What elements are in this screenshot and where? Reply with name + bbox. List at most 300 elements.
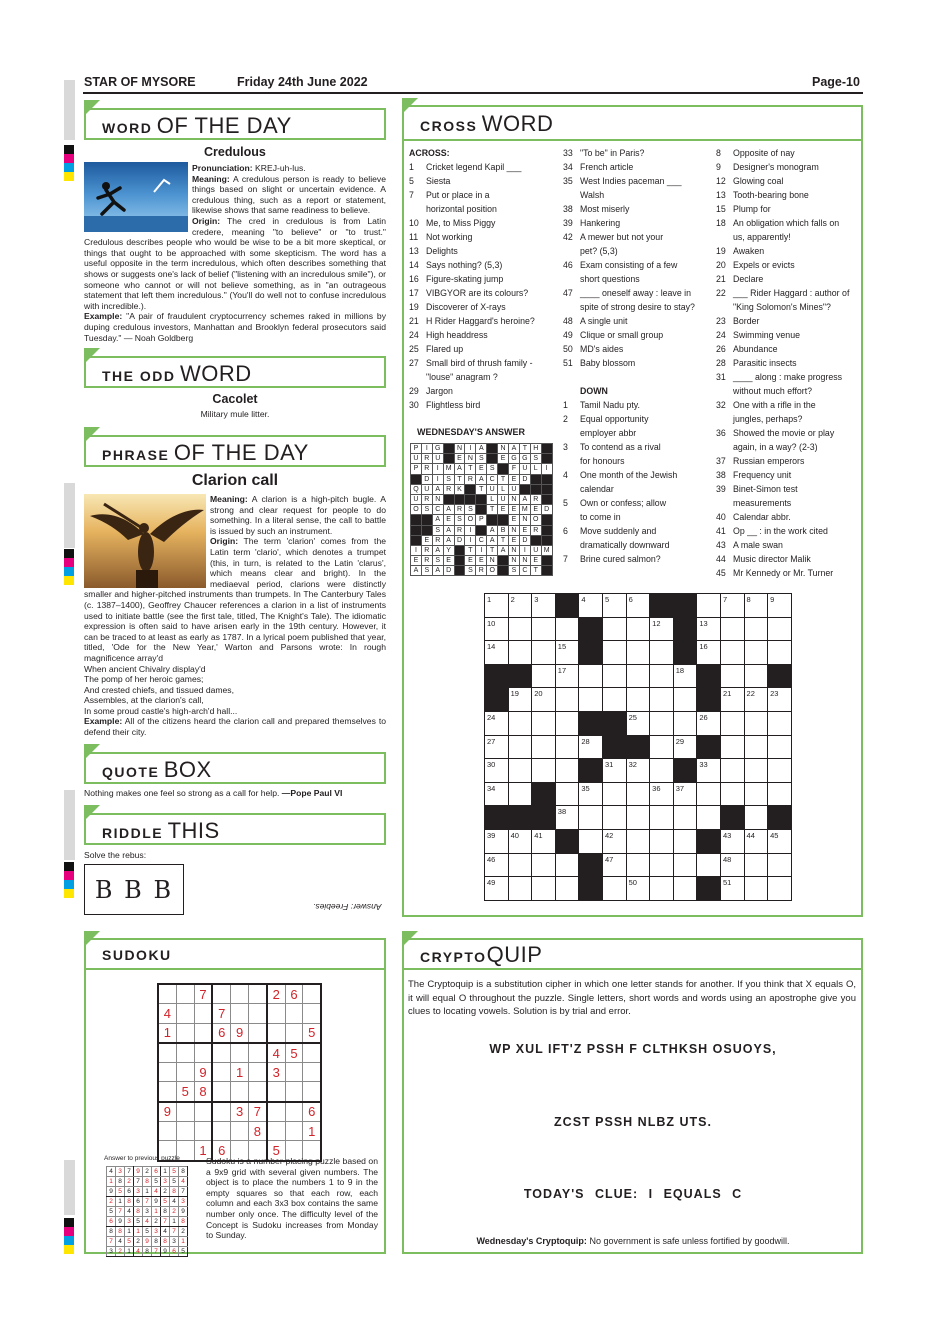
margin-strip xyxy=(64,1160,75,1215)
sudoku-cell[interactable] xyxy=(267,1102,285,1122)
clue-item: 36 Showed the movie or play xyxy=(716,428,835,438)
crossword-cell[interactable] xyxy=(768,735,792,759)
crossword-cell[interactable] xyxy=(555,806,579,830)
answer-cell: S xyxy=(421,505,432,515)
crossword-cell xyxy=(768,664,792,688)
answer-cell: R xyxy=(454,505,465,515)
clue-number: 18 xyxy=(675,665,685,675)
corner-flag xyxy=(84,744,100,760)
sudoku-cell[interactable] xyxy=(158,1122,176,1141)
clue-item: 46 Exam consisting of a few xyxy=(563,260,678,270)
crossword-cell xyxy=(697,735,721,759)
crossword-cell[interactable] xyxy=(697,806,721,830)
color-bar xyxy=(64,549,74,585)
sudoku-cell[interactable] xyxy=(158,1043,176,1063)
crossword-cell xyxy=(673,641,697,665)
crossword-cell[interactable] xyxy=(744,688,768,712)
sudoku-cell[interactable] xyxy=(194,1102,212,1122)
crossword-cell[interactable] xyxy=(697,853,721,877)
sudoku-cell[interactable] xyxy=(248,1004,266,1023)
answer-cell: S xyxy=(476,454,487,464)
crossword-cell[interactable] xyxy=(744,617,768,641)
crossword-cell[interactable] xyxy=(697,594,721,618)
crossword-cell[interactable] xyxy=(485,735,509,759)
sudoku-answer-cell: 2 xyxy=(170,1207,179,1217)
crossword-cell[interactable] xyxy=(650,829,674,853)
sudoku-cell[interactable] xyxy=(176,1102,194,1122)
color-bar xyxy=(64,862,74,898)
crossword-cell[interactable] xyxy=(768,877,792,901)
crossword-cell[interactable] xyxy=(720,594,744,618)
crossword-cell[interactable] xyxy=(768,594,792,618)
sudoku-cell[interactable] xyxy=(285,1023,303,1043)
sudoku-answer-cell: 4 xyxy=(161,1227,170,1237)
clue-item: 26 Abundance xyxy=(716,344,778,354)
crossword-cell xyxy=(697,829,721,853)
answer-cell: A xyxy=(476,444,487,454)
crossword-cell[interactable] xyxy=(602,806,626,830)
crossword-cell[interactable] xyxy=(602,759,626,783)
crossword-cell[interactable] xyxy=(485,877,509,901)
sudoku-cell[interactable] xyxy=(231,1004,249,1023)
answer-cell: P xyxy=(476,515,487,525)
sudoku-cell[interactable] xyxy=(267,1023,285,1043)
sudoku-answer-cell: 1 xyxy=(152,1207,161,1217)
sudoku-answer-cell: 5 xyxy=(125,1237,134,1247)
crossword-cell[interactable] xyxy=(626,877,650,901)
crossword-cell[interactable] xyxy=(626,641,650,665)
crossword-cell[interactable] xyxy=(744,735,768,759)
crossword-cell[interactable] xyxy=(673,829,697,853)
crossword-cell[interactable] xyxy=(579,806,603,830)
clue-item: 37 Russian emperors xyxy=(716,456,805,466)
sudoku-cell[interactable] xyxy=(248,1043,266,1063)
clue-item: 27 Small bird of thrush family - xyxy=(409,358,533,368)
crossword-cell[interactable] xyxy=(697,617,721,641)
crossword-cell[interactable] xyxy=(650,664,674,688)
sudoku-cell[interactable] xyxy=(158,984,176,1004)
answer-cell: S xyxy=(454,515,465,525)
crossword-cell[interactable] xyxy=(532,877,556,901)
crossword-cell[interactable] xyxy=(485,641,509,665)
crossword-cell[interactable] xyxy=(744,759,768,783)
crossword-grid[interactable] xyxy=(484,593,792,901)
sudoku-cell[interactable] xyxy=(212,984,230,1004)
crossword-cell[interactable] xyxy=(532,641,556,665)
sudoku-answer-cell: 9 xyxy=(134,1167,143,1177)
crossword-cell[interactable] xyxy=(626,594,650,618)
clue-number: 50 xyxy=(628,878,637,888)
answer-cell: A xyxy=(487,525,498,535)
clue-number: 40 xyxy=(510,830,519,840)
crossword-cell[interactable] xyxy=(508,782,532,806)
sudoku-answer-cell: 5 xyxy=(170,1177,179,1187)
crossword-cell xyxy=(579,711,603,735)
crossword-cell[interactable] xyxy=(485,617,509,641)
answer-cell: E xyxy=(476,556,487,566)
answer-cell: A xyxy=(411,566,422,576)
crossword-cell[interactable] xyxy=(508,853,532,877)
crossword-cell[interactable] xyxy=(532,759,556,783)
crossword-cell[interactable] xyxy=(485,594,509,618)
crossword-cell[interactable] xyxy=(768,688,792,712)
crossword-cell[interactable] xyxy=(720,688,744,712)
crossword-cell[interactable] xyxy=(650,688,674,712)
crossword-cell[interactable] xyxy=(508,641,532,665)
crossword-cell[interactable] xyxy=(650,853,674,877)
answer-cell: I xyxy=(476,545,487,555)
color-bar xyxy=(64,1218,74,1254)
answer-cell: E xyxy=(519,525,530,535)
crossword-cell[interactable] xyxy=(697,782,721,806)
sudoku-cell[interactable] xyxy=(285,1082,303,1102)
clue-item: again, in a way? (2-3) xyxy=(733,442,818,452)
sudoku-answer-cell: 5 xyxy=(170,1167,179,1177)
crossword-cell[interactable] xyxy=(650,735,674,759)
crossword-cell[interactable] xyxy=(602,688,626,712)
crossword-cell[interactable] xyxy=(650,641,674,665)
crossword-cell[interactable] xyxy=(485,853,509,877)
crossword-cell[interactable] xyxy=(720,853,744,877)
answer-cell: T xyxy=(465,545,476,555)
clue-number: 13 xyxy=(699,618,708,628)
sudoku-cell: 4 xyxy=(267,1043,285,1063)
crossword-cell[interactable] xyxy=(508,688,532,712)
crossword-cell[interactable] xyxy=(555,688,579,712)
clue-item: 12 Glowing coal xyxy=(716,176,784,186)
crossword-cell[interactable] xyxy=(650,877,674,901)
crossword-cell[interactable] xyxy=(602,877,626,901)
sudoku-cell[interactable] xyxy=(194,1023,212,1043)
sudoku-answer-cell: 8 xyxy=(143,1177,152,1187)
sudoku-cell[interactable] xyxy=(158,1063,176,1082)
clue-item: 29 Jargon xyxy=(409,386,453,396)
sudoku-grid[interactable] xyxy=(157,983,322,1162)
corner-flag xyxy=(84,931,100,947)
answer-cell: S xyxy=(465,505,476,515)
crossword-cell[interactable] xyxy=(508,877,532,901)
crossword-cell[interactable] xyxy=(555,853,579,877)
clue-item: 24 High headdress xyxy=(409,330,488,340)
clue-item: to come in xyxy=(580,512,621,522)
crossword-cell[interactable] xyxy=(532,711,556,735)
crossword-cell[interactable] xyxy=(673,735,697,759)
crossword-cell[interactable] xyxy=(532,853,556,877)
crossword-cell[interactable] xyxy=(579,664,603,688)
clue-item: us, apparently! xyxy=(733,232,791,242)
sudoku-cell[interactable] xyxy=(303,984,321,1004)
crossword-cell[interactable] xyxy=(768,829,792,853)
sudoku-cell[interactable] xyxy=(248,1023,266,1043)
crossword-cell[interactable] xyxy=(697,711,721,735)
clue-item: 17 VIBGYOR are its colours? xyxy=(409,288,529,298)
crossword-cell[interactable] xyxy=(626,664,650,688)
crossword-cell[interactable] xyxy=(508,711,532,735)
crossword-cell[interactable] xyxy=(508,735,532,759)
clue-number: 14 xyxy=(487,642,496,652)
crossword-cell[interactable] xyxy=(508,829,532,853)
answer-cell: R xyxy=(476,566,487,576)
crossword-cell[interactable] xyxy=(555,877,579,901)
sudoku-cell: 5 xyxy=(267,1141,285,1161)
crossword-cell[interactable] xyxy=(602,641,626,665)
crossword-cell[interactable] xyxy=(650,782,674,806)
sudoku-answer-cell: 1 xyxy=(125,1247,134,1257)
crossword-cell[interactable] xyxy=(485,759,509,783)
answer-cell: I xyxy=(465,525,476,535)
sudoku-answer-cell: 3 xyxy=(161,1177,170,1187)
crossword-cell[interactable] xyxy=(768,617,792,641)
clue-item: measurements xyxy=(733,498,792,508)
crossword-cell[interactable] xyxy=(768,641,792,665)
crossword-cell[interactable] xyxy=(720,782,744,806)
crossword-cell[interactable] xyxy=(532,617,556,641)
sudoku-cell[interactable] xyxy=(231,1122,249,1141)
sudoku-answer-cell: 2 xyxy=(143,1167,152,1177)
crossword-cell[interactable] xyxy=(720,735,744,759)
sudoku-answer-cell: 8 xyxy=(152,1237,161,1247)
clue-item: 9 Designer's monogram xyxy=(716,162,819,172)
clue-number: 32 xyxy=(628,760,637,770)
crossword-cell[interactable] xyxy=(650,759,674,783)
phrase-of-day-body: Meaning: A clarion is a high-pitch bugle. A strong and clear request for people to do something. In a literal sense, the call to battle is issued by such an instrument. Origin: The term 'clarion' comes from the Latin term 'clario', which denotes a trumpet (this, in turn, is related to the Latin 'clarus', which means clear and bright). In the mediaeval period, clarions were distinctly smaller and higher-pitched instruments than trumpets. In The Canterbury Tales (c. 1387–1400), Geoffrey Chaucer references a clarion in a list of instruments used to initiate battle (see the first tale, titled, The Knight's Tale). The idiomatic expression is often said to have arisen early in the 19th century. However, it can be traced to at least as early as 1787. In a lyrical poem published that year, titled, 'Ode for the New Year,' Warton and Parsons wrote: In rough magnificence array'd When ancient Chivalry display'd The pomp of her heroic games; And crested chiefs, and tissued dames, Assembles, at the clarion's call, In some proud castle's high-arch'd hall... Example: All of the citizens heard the clarion call and prepared themselves to defend their city. xyxy=(84,494,386,738)
sudoku-cell[interactable] xyxy=(303,1063,321,1082)
crossword-cell[interactable] xyxy=(532,829,556,853)
sudoku-cell[interactable] xyxy=(212,1082,230,1102)
crossword-cell[interactable] xyxy=(626,782,650,806)
sudoku-cell[interactable] xyxy=(303,1082,321,1102)
crossword-cell[interactable] xyxy=(508,594,532,618)
answer-cell: H xyxy=(530,444,541,454)
answer-cell: D xyxy=(443,566,454,576)
sudoku-answer-cell: 8 xyxy=(179,1167,188,1177)
crossword-cell[interactable] xyxy=(744,829,768,853)
cryptoquip-line-1: WP XUL IFT'Z PSSH F CLTHKSH OSUOYS, xyxy=(489,1042,777,1056)
crossword-cell[interactable] xyxy=(720,617,744,641)
crossword-cell[interactable] xyxy=(602,664,626,688)
sudoku-description: Sudoku is a number-placing puzzle based on a 9x9 grid with several given numbers. The object is to place the numbers 1 to 9 in the empty squares so that each row, each column and each 3x3 box contains the same number only once. The difficulty level of the Concept is Sudoku increases from Monday to Sunday. xyxy=(206,1156,378,1241)
crossword-cell[interactable] xyxy=(697,641,721,665)
sudoku-cell[interactable] xyxy=(231,984,249,1004)
crossword-cell[interactable] xyxy=(602,617,626,641)
crossword-cell[interactable] xyxy=(555,735,579,759)
crossword-cell[interactable] xyxy=(673,806,697,830)
crossword-cell[interactable] xyxy=(602,782,626,806)
crossword-cell[interactable] xyxy=(768,759,792,783)
crossword-cell[interactable] xyxy=(697,759,721,783)
answer-cell: D xyxy=(519,535,530,545)
crossword-cell[interactable] xyxy=(532,664,556,688)
crossword-cell[interactable] xyxy=(744,877,768,901)
crossword-cell[interactable] xyxy=(579,829,603,853)
crossword-cell[interactable] xyxy=(720,664,744,688)
sudoku-cell: 8 xyxy=(194,1082,212,1102)
crossword-cell[interactable] xyxy=(744,853,768,877)
answer-cell: R xyxy=(465,474,476,484)
crossword-cell[interactable] xyxy=(768,853,792,877)
clue-item: 4 One month of the Jewish xyxy=(563,470,678,480)
crossword-cell[interactable] xyxy=(602,594,626,618)
crossword-cell[interactable] xyxy=(532,594,556,618)
sudoku-answer-cell: 7 xyxy=(170,1227,179,1237)
sudoku-cell[interactable] xyxy=(158,1082,176,1102)
clue-number: 43 xyxy=(722,830,732,840)
crossword-cell[interactable] xyxy=(602,829,626,853)
crossword-cell[interactable] xyxy=(768,711,792,735)
sudoku-answer-cell: 9 xyxy=(161,1247,170,1257)
sudoku-answer-cell: 3 xyxy=(134,1187,143,1197)
crossword-cell[interactable] xyxy=(744,782,768,806)
crossword-cell[interactable] xyxy=(579,735,603,759)
crossword-cell[interactable] xyxy=(673,711,697,735)
crossword-cell[interactable] xyxy=(508,759,532,783)
crossword-cell xyxy=(579,877,603,901)
sudoku-cell[interactable] xyxy=(267,1082,285,1102)
sudoku-cell: 5 xyxy=(303,1023,321,1043)
sudoku-cell[interactable] xyxy=(231,1043,249,1063)
clue-item: for honours xyxy=(580,456,625,466)
sudoku-cell[interactable] xyxy=(212,1122,230,1141)
crossword-cell[interactable] xyxy=(744,641,768,665)
answer-cell: N xyxy=(509,556,520,566)
crossword-cell[interactable] xyxy=(650,806,674,830)
sudoku-cell[interactable] xyxy=(267,1004,285,1023)
crossword-cell[interactable] xyxy=(744,711,768,735)
crossword-cell[interactable] xyxy=(626,829,650,853)
sudoku-cell[interactable] xyxy=(303,1043,321,1063)
crossword-cell[interactable] xyxy=(485,829,509,853)
answer-cell: O xyxy=(487,566,498,576)
answer-cell xyxy=(498,566,509,576)
sudoku-cell[interactable] xyxy=(285,1122,303,1141)
sudoku-cell[interactable] xyxy=(176,1063,194,1082)
crossword-cell[interactable] xyxy=(650,711,674,735)
crossword-cell[interactable] xyxy=(673,877,697,901)
crossword-cell[interactable] xyxy=(744,806,768,830)
sudoku-cell[interactable] xyxy=(194,1122,212,1141)
answer-cell: N xyxy=(519,556,530,566)
crossword-cell[interactable] xyxy=(555,641,579,665)
margin-strip xyxy=(64,790,75,860)
crossword-cell[interactable] xyxy=(768,782,792,806)
sudoku-cell[interactable] xyxy=(303,1004,321,1023)
crossword-cell[interactable] xyxy=(720,759,744,783)
crossword-cell[interactable] xyxy=(508,617,532,641)
crossword-cell[interactable] xyxy=(744,594,768,618)
answer-cell: N xyxy=(487,556,498,566)
answer-cell: U xyxy=(432,454,443,464)
crossword-cell[interactable] xyxy=(532,735,556,759)
crossword-cell[interactable] xyxy=(602,853,626,877)
sudoku-answer-cell: 1 xyxy=(143,1187,152,1197)
sudoku-cell[interactable] xyxy=(248,1082,266,1102)
answer-cell: I xyxy=(411,545,422,555)
sudoku-cell[interactable] xyxy=(194,1043,212,1063)
crossword-cell[interactable] xyxy=(626,759,650,783)
sudoku-cell[interactable] xyxy=(231,1082,249,1102)
crossword-cell[interactable] xyxy=(673,688,697,712)
answer-cell xyxy=(454,556,465,566)
sudoku-cell[interactable] xyxy=(285,1004,303,1023)
sudoku-cell: 6 xyxy=(285,984,303,1004)
sudoku-answer-cell: 5 xyxy=(179,1247,188,1257)
phrase-of-day-title: PHRASE OF THE DAY xyxy=(84,435,386,467)
crossword-cell[interactable] xyxy=(720,641,744,665)
sudoku-cell: 9 xyxy=(231,1023,249,1043)
crossword-cell[interactable] xyxy=(532,688,556,712)
clue-item: employer abbr xyxy=(580,428,637,438)
sudoku-cell[interactable] xyxy=(212,1063,230,1082)
answer-cell: N xyxy=(509,494,520,504)
corner-flag xyxy=(402,931,418,947)
sudoku-answer-cell: 2 xyxy=(116,1247,125,1257)
sudoku-cell[interactable] xyxy=(212,1102,230,1122)
crossword-cell[interactable] xyxy=(555,759,579,783)
answer-cell: A xyxy=(443,535,454,545)
sudoku-cell[interactable] xyxy=(285,1063,303,1082)
sudoku-answer-cell: 3 xyxy=(116,1167,125,1177)
crossword-cell[interactable] xyxy=(650,617,674,641)
answer-cell: R xyxy=(432,535,443,545)
sudoku-cell[interactable] xyxy=(176,1004,194,1023)
crossword-cell[interactable] xyxy=(720,829,744,853)
sudoku-cell[interactable] xyxy=(212,1043,230,1063)
crossword-cell[interactable] xyxy=(579,782,603,806)
clue-item: "King Solomon's Mines"? xyxy=(733,302,831,312)
crossword-cell[interactable] xyxy=(673,853,697,877)
sudoku-cell[interactable] xyxy=(176,1023,194,1043)
crossword-cell[interactable] xyxy=(673,664,697,688)
clue-item: calendar xyxy=(580,484,614,494)
clue-item: "louse" anagram ? xyxy=(426,372,498,382)
crossword-cell[interactable] xyxy=(485,782,509,806)
crossword-cell[interactable] xyxy=(626,806,650,830)
crossword-cell[interactable] xyxy=(555,711,579,735)
crossword-cell[interactable] xyxy=(626,688,650,712)
crossword-cell[interactable] xyxy=(626,617,650,641)
answer-cell: E xyxy=(465,556,476,566)
crossword-cell[interactable] xyxy=(720,711,744,735)
clue-number: 46 xyxy=(487,854,496,864)
crossword-cell[interactable] xyxy=(485,711,509,735)
crossword-cell[interactable] xyxy=(579,688,603,712)
sudoku-answer-cell: 8 xyxy=(179,1217,188,1227)
sudoku-cell[interactable] xyxy=(176,984,194,1004)
crossword-cell[interactable] xyxy=(626,711,650,735)
crossword-cell[interactable] xyxy=(555,664,579,688)
answer-cell xyxy=(541,525,552,535)
sudoku-cell[interactable] xyxy=(285,1102,303,1122)
sudoku-cell[interactable] xyxy=(267,1122,285,1141)
answer-cell: T xyxy=(487,505,498,515)
crossword-cell[interactable] xyxy=(673,782,697,806)
clue-number: 20 xyxy=(534,689,543,699)
crossword-cell[interactable] xyxy=(720,877,744,901)
sudoku-cell[interactable] xyxy=(248,984,266,1004)
sudoku-cell[interactable] xyxy=(248,1063,266,1082)
answer-cell: T xyxy=(530,566,541,576)
sudoku-cell[interactable] xyxy=(176,1043,194,1063)
crossword-cell[interactable] xyxy=(744,664,768,688)
crossword-cell[interactable] xyxy=(579,594,603,618)
sudoku-cell[interactable] xyxy=(176,1122,194,1141)
crossword-cell[interactable] xyxy=(555,617,579,641)
answer-cell: N xyxy=(498,444,509,454)
crossword-cell[interactable] xyxy=(626,853,650,877)
crossword-cell[interactable] xyxy=(555,782,579,806)
sudoku-cell: 1 xyxy=(158,1023,176,1043)
sudoku-cell[interactable] xyxy=(194,1004,212,1023)
